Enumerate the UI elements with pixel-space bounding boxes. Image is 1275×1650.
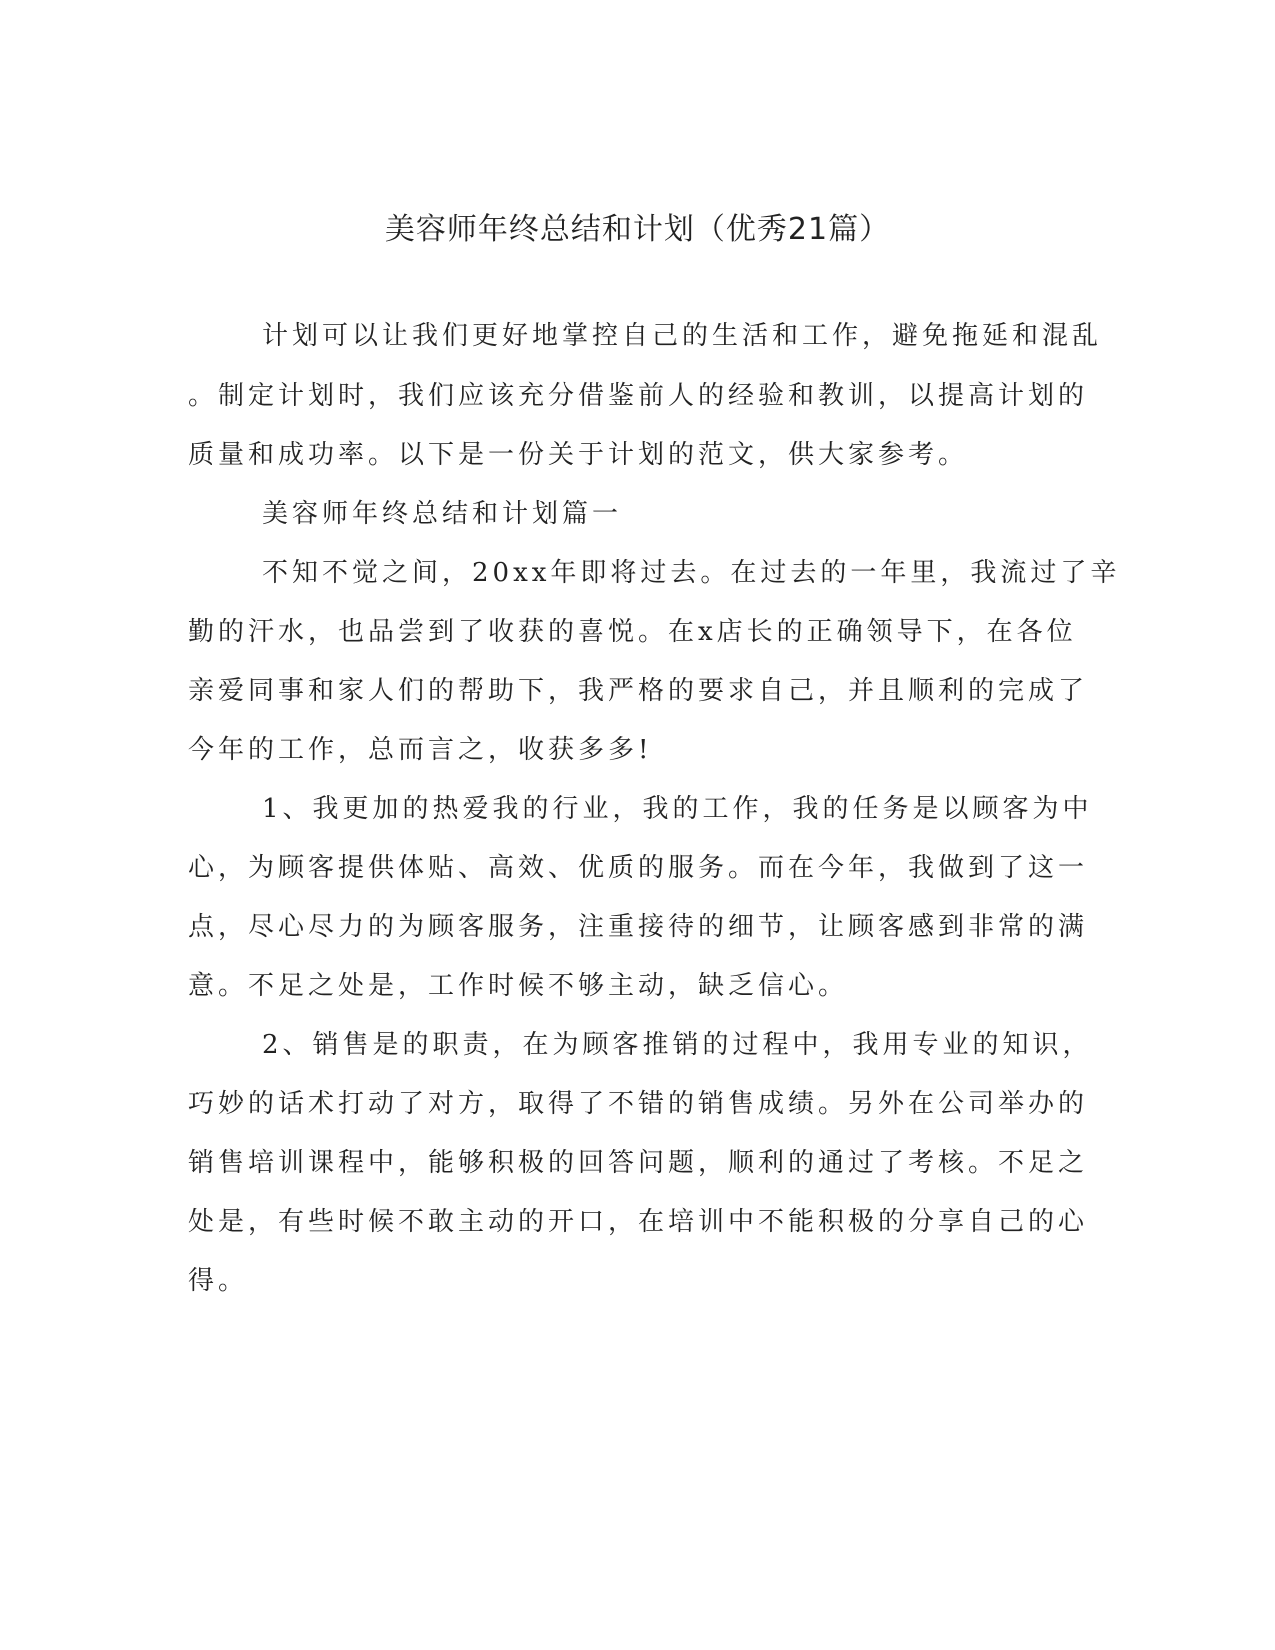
intro-line-2: 。制定计划时，我们应该充分借鉴前人的经验和教训，以提高计划的: [188, 381, 1089, 411]
para2-line-3: 点，尽心尽力的为顾客服务，注重接待的细节，让顾客感到非常的满: [188, 912, 1089, 942]
para2-line-4: 意。不足之处是，工作时候不够主动，缺乏信心。: [188, 971, 849, 1001]
para2-line-1: 1、我更加的热爱我的行业，我的工作，我的任务是以顾客为中: [262, 794, 1093, 824]
section-heading: 美容师年终总结和计划篇一: [262, 499, 623, 529]
document-title: 美容师年终总结和计划（优秀21篇）: [384, 212, 891, 247]
intro-line-1: 计划可以让我们更好地掌控自己的生活和工作，避免拖延和混乱: [262, 321, 1103, 351]
para3-line-4: 处是，有些时候不敢主动的开口，在培训中不能积极的分享自己的心: [188, 1207, 1089, 1237]
para1-line-4: 今年的工作，总而言之，收获多多!: [188, 735, 653, 765]
para2-line-2: 心，为顾客提供体贴、高效、优质的服务。而在今年，我做到了这一: [188, 853, 1089, 883]
para1-line-2: 勤的汗水，也品尝到了收获的喜悦。在x店长的正确领导下，在各位: [188, 617, 1077, 647]
intro-line-3: 质量和成功率。以下是一份关于计划的范文，供大家参考。: [188, 440, 969, 470]
para3-line-2: 巧妙的话术打动了对方，取得了不错的销售成绩。另外在公司举办的: [188, 1089, 1089, 1119]
para1-line-3: 亲爱同事和家人们的帮助下，我严格的要求自己，并且顺利的完成了: [188, 676, 1089, 706]
para1-line-1: 不知不觉之间，20xx年即将过去。在过去的一年里，我流过了辛: [262, 558, 1121, 588]
para3-line-5: 得。: [188, 1266, 249, 1296]
para3-line-1: 2、销售是的职责，在为顾客推销的过程中，我用专业的知识，: [262, 1030, 1093, 1060]
para3-line-3: 销售培训课程中，能够积极的回答问题，顺利的通过了考核。不足之: [188, 1148, 1089, 1178]
